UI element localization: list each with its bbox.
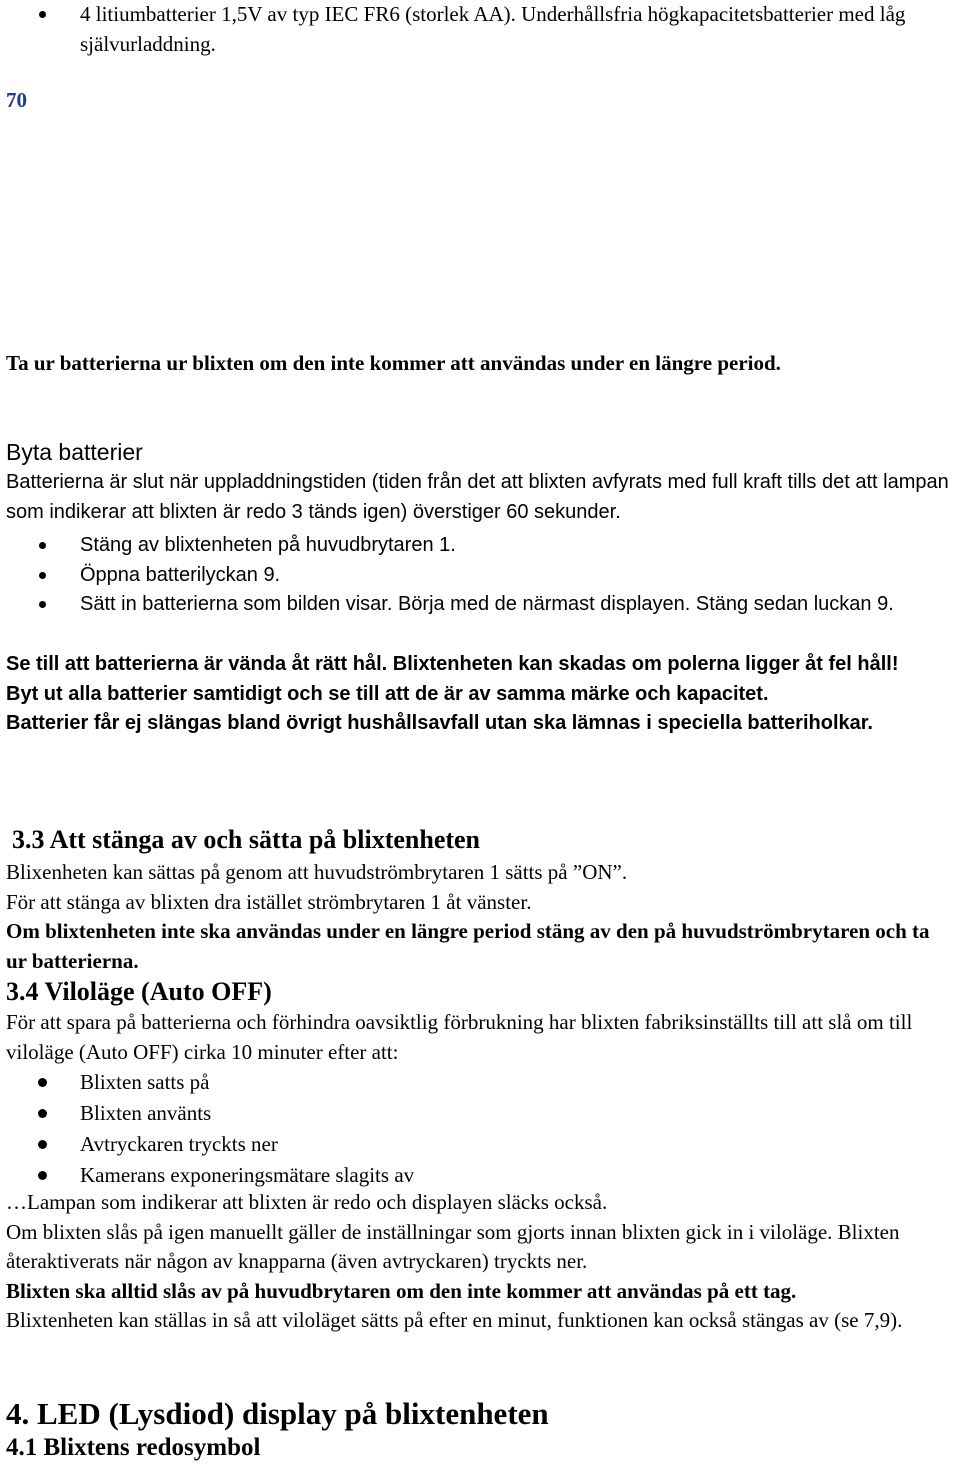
byta-intro: Batterierna är slut när uppladdningstiden (tiden från det att blixten avfyrats med full kraft tills det att lampan som indikerar att blixten är redo 3 tänds igen) överstiger 60 sekunder. xyxy=(6,471,949,523)
heading-4: 4. LED (Lysdiod) display på blixtenheten xyxy=(6,1396,549,1431)
byta-steps-list xyxy=(6,531,954,620)
list-item: Blixten använts xyxy=(6,1099,954,1129)
heading-3-4: 3.4 Viloläge (Auto OFF) xyxy=(6,977,272,1006)
power-off-text: För att stänga av blixten dra istället strömbrytaren 1 åt vänster. xyxy=(6,889,532,914)
list-item: Öppna batterilyckan 9. xyxy=(6,561,954,591)
heading-4-1: 4.1 Blixtens redosymbol xyxy=(6,1434,261,1461)
auto-off-conditions xyxy=(6,1068,954,1191)
section-3-3-body xyxy=(6,858,954,976)
power-off-warning: Om blixtenheten inte ska användas under en längre period stäng av den på huvudströmbrytaren och ta ur batterierna. xyxy=(6,919,930,973)
list-item: Sätt in batterierna som bilden visar. Börja med de närmast displayen. Stäng sedan luckan 9. xyxy=(6,590,954,620)
list-item: Blixten satts på xyxy=(6,1068,954,1098)
warning-polarity: Se till att batterierna är vända åt rätt hål. Blixtenheten kan skadas om polerna ligger åt fel håll! xyxy=(6,653,899,675)
power-on-text: Blixenheten kan sättas på genom att huvudströmbrytaren 1 sätts på ”ON”. xyxy=(6,860,628,884)
heading-byta-batterier: Byta batterier xyxy=(6,439,143,465)
list-item: Avtryckaren tryckts ner xyxy=(6,1130,954,1160)
list-item: 4 litiumbatterier 1,5V av typ IEC FR6 (storlek AA). Underhållsfria högkapacitetsbatterier med låg självurladdning. xyxy=(6,0,954,59)
warning-same-brand: Byt ut alla batterier samtidigt och se till att de är av samma märke och kapacitet. xyxy=(6,682,769,705)
page-reference[interactable]: 70 xyxy=(6,88,27,112)
auto-off-effect: …Lampan som indikerar att blixten är redo och displayen släcks också. xyxy=(6,1190,608,1214)
auto-off-intro: För att spara på batterierna och förhindra oavsiktlig förbrukning har blixten fabriksinställts till att slå om till viloläge (Auto OFF) cirka 10 minuter efter att: xyxy=(6,1010,913,1064)
byta-warnings xyxy=(6,650,954,739)
list-item: Stäng av blixtenheten på huvudbrytaren 1. xyxy=(6,531,954,561)
list-item: Kamerans exponeringsmätare slagits av xyxy=(6,1161,954,1191)
auto-off-resume: Om blixten slås på igen manuellt gäller de inställningar som gjorts innan blixten gick in i viloläge. Blixten återaktiverats när någon av knapparna (även avtryckaren) tryckts ner. xyxy=(6,1219,900,1273)
warning-disposal: Batterier får ej slängas bland övrigt hushållsavfall utan ska lämnas i speciella batteriholkar. xyxy=(6,712,873,734)
section-3-4-body xyxy=(6,1188,954,1336)
auto-off-setting: Blixtenheten kan ställas in så att viloläget sätts på efter en minut, funktionen kan också stängas av (se 7,9). xyxy=(6,1308,903,1332)
battery-type-list xyxy=(6,0,954,59)
auto-off-warning: Blixten ska alltid slås av på huvudbrytaren om den inte kommer att användas på ett tag. xyxy=(6,1278,797,1303)
remove-batteries-note: Ta ur batterierna ur blixten om den inte kommer att användas under en längre period. xyxy=(6,351,781,375)
heading-3-3: 3.3 Att stänga av och sätta på blixtenheten xyxy=(12,825,481,854)
